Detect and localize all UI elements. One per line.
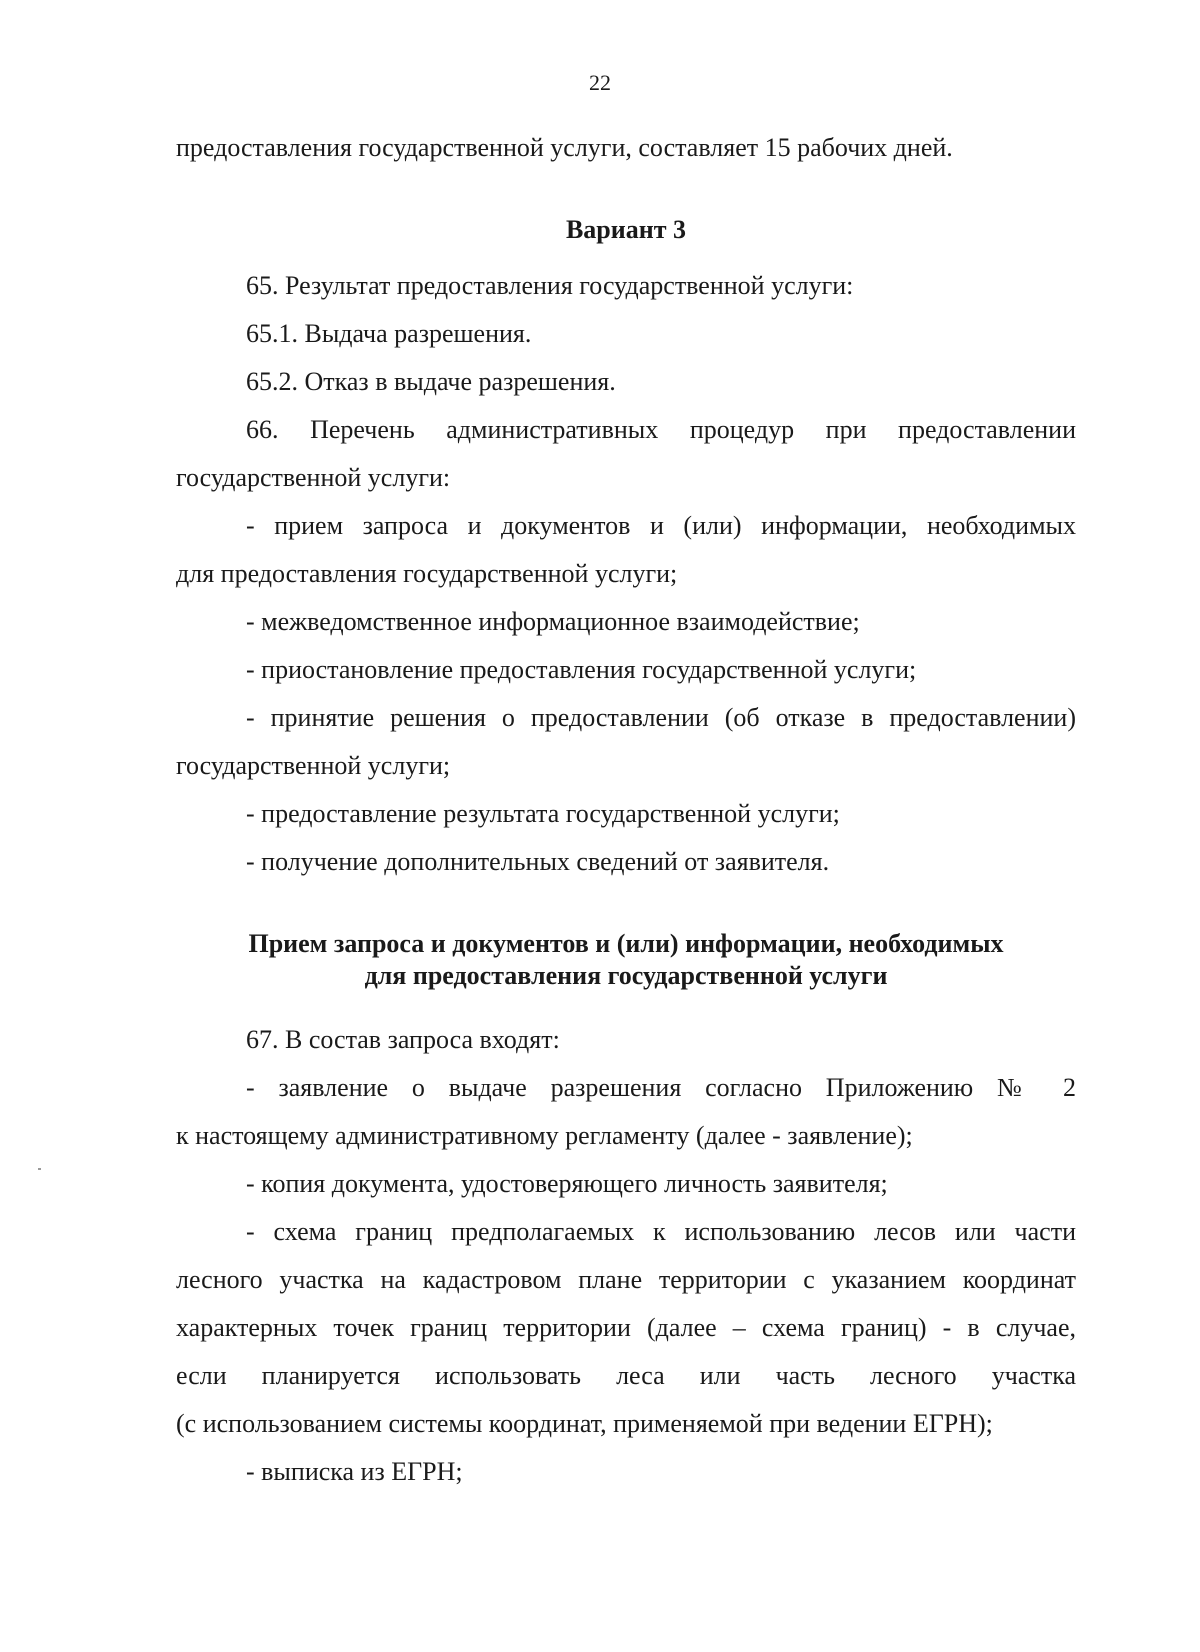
section-heading (176, 928, 1076, 992)
paragraph-65-2: 65.2. Отказ в выдаче разрешения. (246, 367, 616, 396)
paragraph-65: 65. Результат предоставления государственной услуги: (246, 271, 854, 300)
procedure-item-1-line-2: для предоставления государственной услуги; (176, 559, 678, 588)
procedure-item-2: - межведомственное информационное взаимодействие; (246, 607, 860, 636)
page-number: 22 (589, 70, 611, 95)
procedure-item-5: - предоставление результата государственной услуги; (246, 799, 840, 828)
section-heading-line-1: Прием запроса и документов и (или) информации, необходимых (248, 929, 1004, 958)
paragraph-65-1: 65.1. Выдача разрешения. (246, 319, 532, 348)
section-heading-line-2: для предоставления государственной услуги (364, 961, 888, 990)
paragraph-66-line-2: государственной услуги: (176, 463, 451, 492)
request-item-1-line-1: - заявление о выдаче разрешения согласно Приложению № 2 (246, 1073, 1076, 1102)
document-body (176, 124, 1076, 1496)
procedure-item-3: - приостановление предоставления государственной услуги; (246, 655, 917, 684)
variant-heading: Вариант 3 (565, 215, 687, 244)
request-item-3-line-2: лесного участка на кадастровом плане территории с указанием координат (176, 1265, 1076, 1294)
procedure-item-1-line-1: - прием запроса и документов и (или) информации, необходимых (246, 511, 1076, 540)
procedure-item-4-line-2: государственной услуги; (176, 751, 451, 780)
continuation-text: предоставления государственной услуги, составляет 15 рабочих дней. (176, 133, 953, 162)
procedure-item-4-line-1: - принятие решения о предоставлении (об отказе в предоставлении) (246, 703, 1076, 732)
request-item-3-line-3: характерных точек границ территории (далее – схема границ) - в случае, (176, 1313, 1076, 1342)
request-item-3-line-4: если планируется использовать леса или часть лесного участка (176, 1361, 1076, 1390)
paragraph-66-line-1: 66. Перечень административных процедур при предоставлении (246, 415, 1076, 444)
request-item-3-line-1: - схема границ предполагаемых к использованию лесов или части (246, 1217, 1076, 1246)
request-item-2: - копия документа, удостоверяющего личность заявителя; (246, 1169, 888, 1198)
paragraph-67: 67. В состав запроса входят: (246, 1025, 560, 1054)
request-item-4: - выписка из ЕГРН; (246, 1457, 463, 1486)
procedure-item-6: - получение дополнительных сведений от заявителя. (246, 847, 830, 876)
scan-speck (38, 1168, 41, 1170)
request-item-3-line-5: (с использованием системы координат, применяемой при ведении ЕГРН); (176, 1409, 993, 1438)
request-item-1-line-2: к настоящему административному регламенту (далее - заявление); (176, 1121, 913, 1150)
